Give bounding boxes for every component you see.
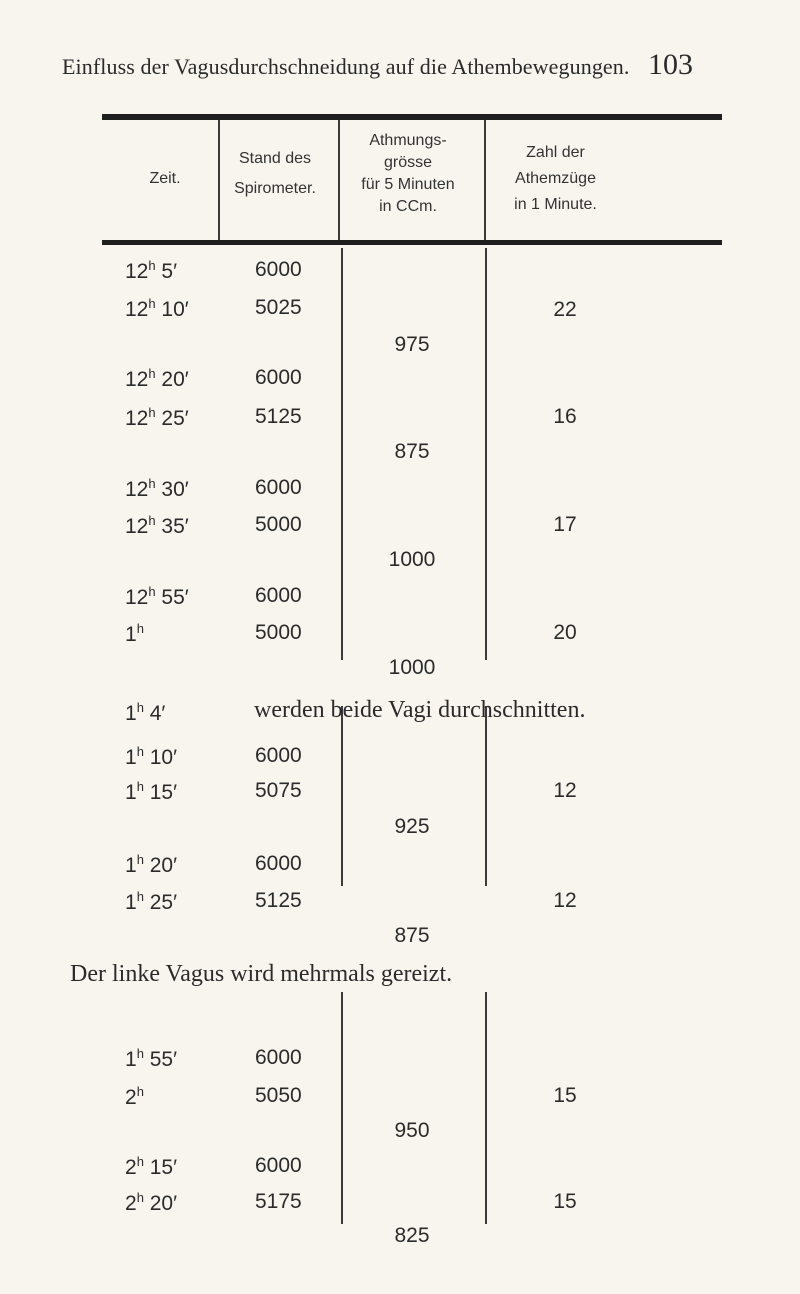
gross-cell: 975: [394, 333, 430, 356]
column-divider: [485, 992, 487, 1224]
header-stand-1: Stand des: [238, 150, 312, 167]
gross-cell: 1000: [388, 656, 436, 679]
stand-cell: 5000: [255, 513, 302, 536]
zahl-cell: 20: [553, 621, 577, 644]
header-divider: [484, 120, 486, 240]
stand-cell: 5125: [255, 405, 302, 428]
gross-cell: 875: [394, 440, 430, 463]
time-cell: 12$^h$ 35′: [125, 513, 189, 538]
page-number: 103: [648, 48, 693, 81]
zahl-cell: 15: [553, 1084, 577, 1107]
note-vagi-cut: werden beide Vagi durchschnitten.: [254, 697, 586, 723]
stand-cell: 5125: [255, 889, 302, 912]
zahl-cell: 12: [553, 889, 577, 912]
header-stand-2: Spirometer.: [234, 180, 316, 197]
gross-cell: 875: [394, 924, 430, 947]
table-header-rule: [102, 240, 722, 245]
time-cell: 12$^h$ 25′: [125, 405, 189, 430]
stand-cell: 5000: [255, 621, 302, 644]
stand-cell: 6000: [255, 1154, 302, 1177]
zahl-cell: 22: [553, 298, 577, 321]
gross-cell: 950: [394, 1119, 430, 1142]
header-divider: [338, 120, 340, 240]
zahl-cell: 17: [553, 513, 577, 536]
time-cell: 2$^h$ 20′: [125, 1190, 178, 1215]
zahl-cell: 16: [553, 405, 577, 428]
gross-cell: 825: [394, 1224, 430, 1247]
stand-cell: 6000: [255, 852, 302, 875]
stand-cell: 6000: [255, 1046, 302, 1069]
time-cell: 2$^h$ 15′: [125, 1154, 178, 1179]
zahl-cell: 12: [553, 779, 577, 802]
header-gross-1: Athmungs-: [369, 132, 447, 149]
header-gross-4: in CCm.: [379, 198, 437, 215]
header-zahl-3: in 1 Minute.: [514, 196, 597, 213]
time-cell: 2$^h$: [125, 1084, 144, 1109]
running-title: Einfluss der Vagusdurchschneidung auf die Athembewegungen.: [62, 54, 630, 79]
time-cell: 1$^h$: [125, 621, 144, 646]
column-divider: [341, 248, 343, 660]
time-cell: 1$^h$ 15′: [125, 779, 178, 804]
column-divider: [341, 992, 343, 1224]
column-divider: [485, 248, 487, 660]
time-cell: 1$^h$ 20′: [125, 852, 178, 877]
stand-cell: 5075: [255, 779, 302, 802]
stand-cell: 6000: [255, 744, 302, 767]
zahl-cell: 15: [553, 1190, 577, 1213]
stand-cell: 6000: [255, 366, 302, 389]
time-cell: 1$^h$ 4′: [125, 700, 166, 725]
time-cell: 12$^h$ 5′: [125, 258, 178, 283]
time-cell: 12$^h$ 20′: [125, 366, 189, 391]
header-gross-3: für 5 Minuten: [361, 176, 455, 193]
time-cell: 12$^h$ 10′: [125, 296, 189, 321]
header-gross-2: grösse: [383, 154, 433, 171]
table-top-rule: [102, 114, 722, 120]
stand-cell: 6000: [255, 584, 302, 607]
stand-cell: 6000: [255, 258, 302, 281]
header-divider: [218, 120, 220, 240]
time-cell: 1$^h$ 55′: [125, 1046, 178, 1071]
time-cell: 12$^h$ 55′: [125, 584, 189, 609]
stand-cell: 5025: [255, 296, 302, 319]
header-zeit: Zeit.: [149, 170, 181, 187]
time-cell: 1$^h$ 10′: [125, 744, 178, 769]
time-cell: 1$^h$ 25′: [125, 889, 178, 914]
gross-cell: 925: [394, 815, 430, 838]
note-vagus-stimulated: Der linke Vagus wird mehrmals gereizt.: [70, 961, 453, 987]
column-divider: [485, 706, 487, 886]
stand-cell: 6000: [255, 476, 302, 499]
time-cell: 12$^h$ 30′: [125, 476, 189, 501]
header-zahl-2: Athemzüge: [515, 170, 596, 187]
stand-cell: 5050: [255, 1084, 302, 1107]
column-divider: [341, 706, 343, 886]
stand-cell: 5175: [255, 1190, 302, 1213]
gross-cell: 1000: [388, 548, 436, 571]
header-zahl-1: Zahl der: [526, 144, 585, 161]
